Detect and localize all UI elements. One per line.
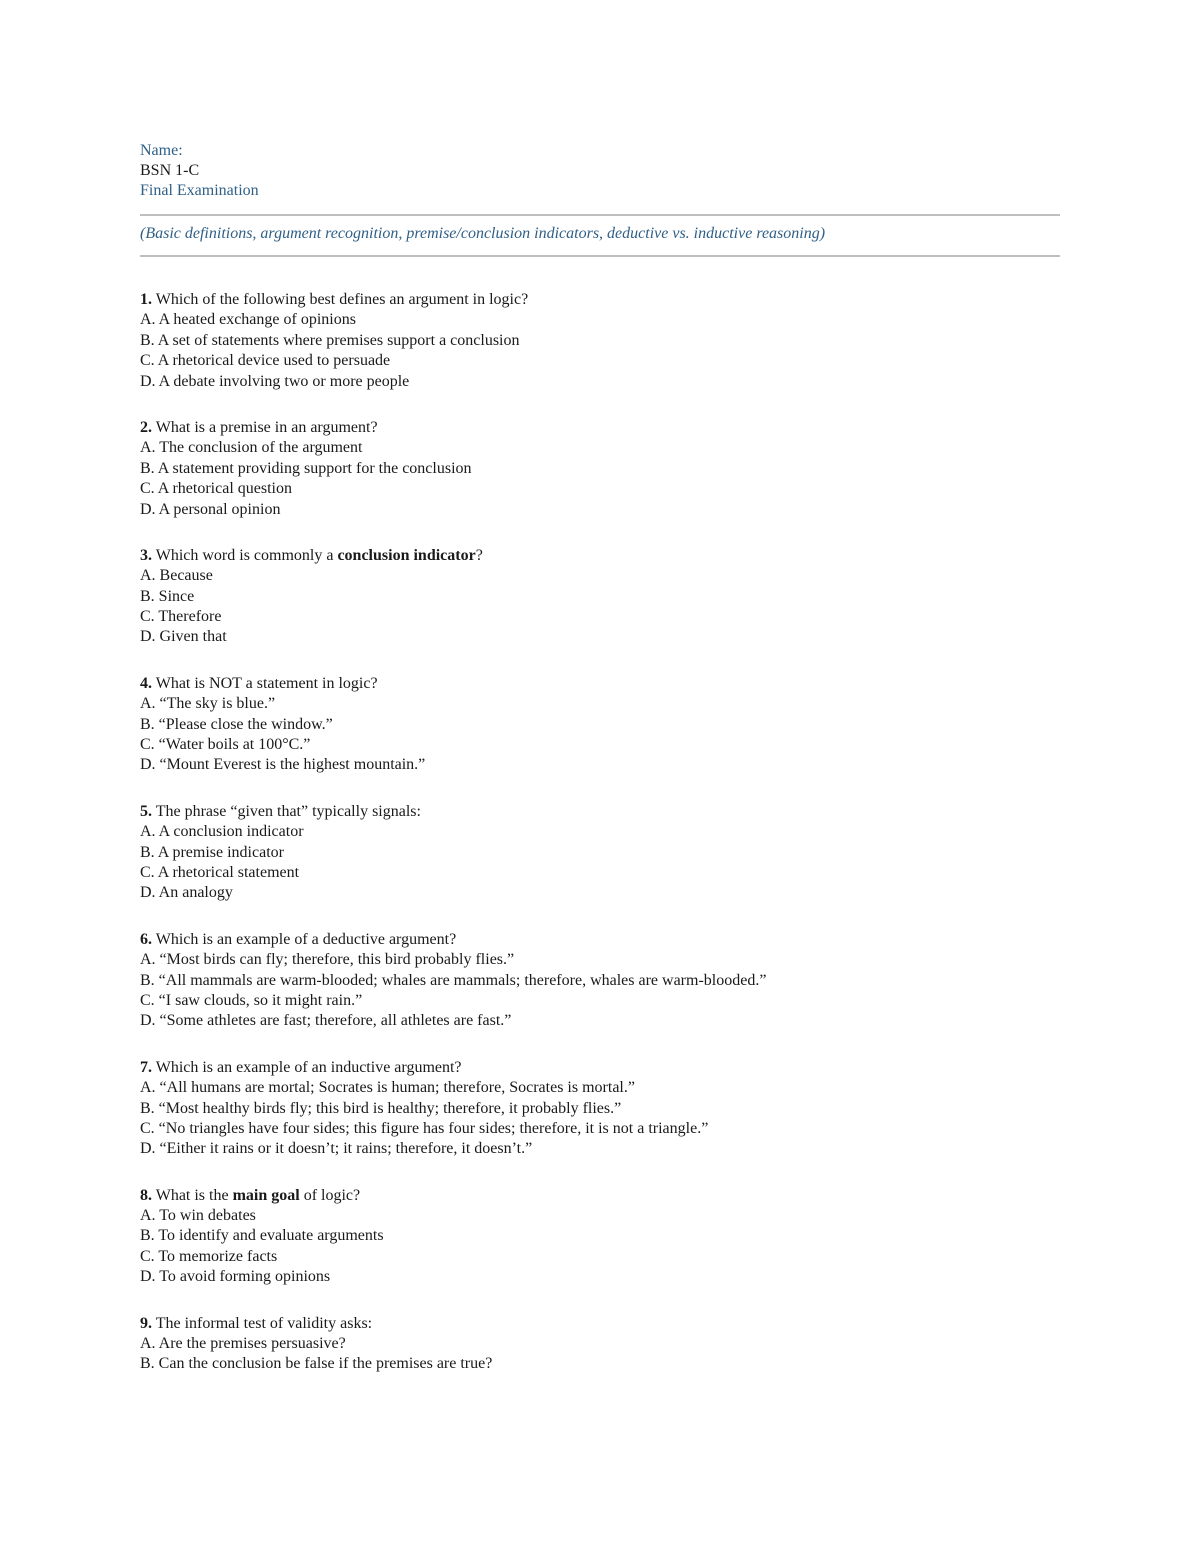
question-number: 4. (140, 674, 152, 692)
option-a: A. “All humans are mortal; Socrates is human; therefore, Socrates is mortal.” (140, 1079, 635, 1097)
question-9 (140, 1314, 1060, 1375)
option-a: A. The conclusion of the argument (140, 439, 363, 457)
question-number: 1. (140, 291, 152, 308)
option-d: D. To avoid forming opinions (140, 1268, 331, 1286)
option-b: B. A statement providing support for the conclusion (140, 459, 472, 477)
option-d: D. An analogy (140, 884, 233, 902)
question-text-end: of logic? (299, 1186, 361, 1204)
question-text: Which word is commonly a (152, 546, 338, 564)
question-stem (140, 1314, 1060, 1334)
question-text: Which of the following best defines an argument in logic? (152, 291, 529, 308)
option-c: C. “Water boils at 100°C.” (140, 736, 311, 754)
option-b: B. “Most healthy birds fly; this bird is healthy; therefore, it probably flies.” (140, 1099, 622, 1117)
question-stem (140, 674, 1060, 694)
question-6 (140, 930, 1060, 1032)
divider-top (140, 214, 1060, 216)
question-2 (140, 418, 1060, 520)
question-number: 3. (140, 546, 152, 564)
question-number: 5. (140, 802, 152, 820)
question-stem (140, 802, 1060, 822)
divider-bottom (140, 255, 1060, 257)
question-stem (140, 1186, 1060, 1206)
option-b: B. Can the conclusion be false if the premises are true? (140, 1355, 493, 1373)
question-emphasis: conclusion indicator (337, 546, 476, 564)
question-stem (140, 546, 1060, 566)
option-a: A. To win debates (140, 1207, 256, 1225)
question-7 (140, 1058, 1060, 1160)
exam-page (140, 141, 1060, 1401)
option-c: C. “I saw clouds, so it might rain.” (140, 991, 363, 1009)
option-a: A. A conclusion indicator (140, 823, 304, 841)
question-number: 7. (140, 1058, 152, 1076)
exam-title: Final Examination (140, 182, 259, 199)
question-text: What is NOT a statement in logic? (152, 674, 378, 692)
question-5 (140, 802, 1060, 904)
exam-subtitle: (Basic definitions, argument recognition, premise/conclusion indicators, deductive vs. inductive reasoning) (140, 225, 826, 242)
option-b: B. “All mammals are warm-blooded; whales are mammals; therefore, whales are warm-blooded.” (140, 971, 767, 989)
question-number: 2. (140, 418, 152, 436)
option-b: B. A set of statements where premises support a conclusion (140, 331, 520, 349)
option-d: D. A debate involving two or more people (140, 372, 410, 390)
option-c: C. A rhetorical statement (140, 863, 300, 881)
question-stem (140, 290, 1060, 310)
option-c: C. “No triangles have four sides; this figure has four sides; therefore, it is not a triangle.” (140, 1119, 709, 1137)
question-text: Which is an example of a deductive argument? (152, 930, 457, 948)
question-4 (140, 674, 1060, 776)
question-text: Which is an example of an inductive argument? (152, 1058, 462, 1076)
question-text: The phrase “given that” typically signals: (152, 802, 421, 820)
question-text: What is a premise in an argument? (152, 418, 378, 436)
option-b: B. Since (140, 587, 195, 605)
question-3 (140, 546, 1060, 648)
option-a: A. Because (140, 567, 213, 585)
question-text-end: ? (475, 546, 483, 564)
option-c: C. A rhetorical device used to persuade (140, 352, 391, 370)
option-d: D. Given that (140, 628, 227, 646)
question-list (140, 290, 1060, 1375)
question-8 (140, 1186, 1060, 1288)
section-label: BSN 1-C (140, 162, 200, 179)
option-c: C. To memorize facts (140, 1247, 278, 1265)
option-b: B. A premise indicator (140, 843, 284, 861)
option-c: C. A rhetorical question (140, 480, 292, 498)
question-stem (140, 930, 1060, 950)
name-label: Name: (140, 142, 183, 159)
option-a: A. Are the premises persuasive? (140, 1335, 346, 1353)
option-a: A. A heated exchange of opinions (140, 311, 356, 329)
option-a: A. “The sky is blue.” (140, 695, 276, 713)
question-number: 8. (140, 1186, 152, 1204)
option-a: A. “Most birds can fly; therefore, this bird probably flies.” (140, 951, 515, 969)
question-1 (140, 290, 1060, 392)
question-number: 9. (140, 1314, 152, 1332)
question-stem (140, 1058, 1060, 1078)
option-d: D. “Some athletes are fast; therefore, all athletes are fast.” (140, 1012, 512, 1030)
question-text: The informal test of validity asks: (152, 1314, 373, 1332)
option-b: B. To identify and evaluate arguments (140, 1227, 384, 1245)
option-b: B. “Please close the window.” (140, 715, 333, 733)
option-c: C. Therefore (140, 608, 222, 626)
question-stem (140, 418, 1060, 438)
option-d: D. A personal opinion (140, 500, 281, 518)
question-text: What is the (152, 1186, 233, 1204)
option-d: D. “Mount Everest is the highest mountain.” (140, 756, 426, 774)
question-emphasis: main goal (232, 1186, 300, 1204)
option-d: D. “Either it rains or it doesn’t; it rains; therefore, it doesn’t.” (140, 1140, 533, 1158)
question-number: 6. (140, 930, 152, 948)
